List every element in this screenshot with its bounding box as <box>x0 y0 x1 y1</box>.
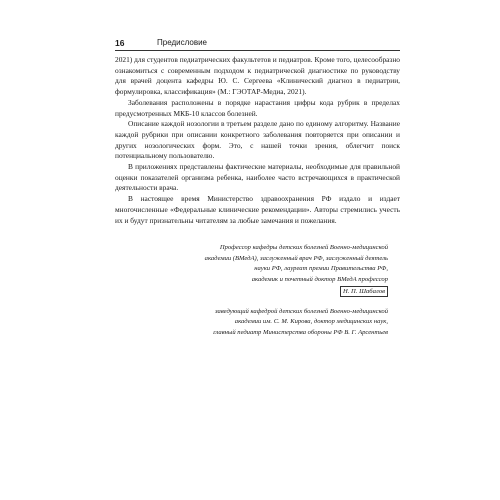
body-text <box>115 55 400 226</box>
signature-line: главный педиатр Министерства обороны РФ В. Г. Арсентьев <box>212 328 388 336</box>
paragraph-5: В настоящее время Министерство здравоохранения РФ издало и издает многочисленные «Федеральные клинические рекомендации». Авторы стремились учесть их и будут признательны читателям за любые замечания и пожелания. <box>115 194 400 225</box>
signature-line: академии им. С. М. Кирова, доктор медицинских наук, <box>234 318 388 326</box>
framed-name: Н. П. Шабалов <box>340 286 388 297</box>
running-title: Предисловие <box>157 38 207 47</box>
signature-line: академик и почетный доктор ВМедА профессор <box>251 276 388 284</box>
paragraph-2: Заболевания расположены в порядке нарастания цифры кода рубрик в пределах предусмотренных МКБ-10 классов болезней. <box>115 97 400 118</box>
signature-line: Профессор кафедры детских болезней Военно-медицинской <box>219 244 388 251</box>
signature-name-line <box>140 286 388 298</box>
paragraph-3: Описание каждой нозологии в третьем разделе дано по единому алгоритму. Название каждой рубрики при описании конкретного заболевания повторяется при описании и других нозологических форм. Это, с нашей точки зрения, облегчит поиск потенциальному пользователю. <box>115 119 400 161</box>
signature-line: науки РФ, лауреат премии Правительства РФ, <box>254 265 388 273</box>
header-rule <box>115 50 400 51</box>
signature-shabalov <box>140 243 388 298</box>
signature-line: академии (ВМедА), заслуженный врач РФ, заслуженный деятель <box>204 254 388 262</box>
paragraph-1: 2021) для студентов педиатрических факультетов и педиатров. Кроме того, целесообразно ознакомиться с современным подходом к педиатрической диагностике по руководству для врачей доцента кафедры Ю. С. Сергеева «Клинический диагноз в педиатрии, формулировка, классификация» (М.: ГЭОТАР-Медиа, 2021). <box>115 55 400 97</box>
paragraph-4: В приложениях представлены фактические материалы, необходимые для правильной оценки показателей организма ребенка, наиболее часто встречающихся в практической деятельности врача. <box>115 162 400 193</box>
signatures <box>140 243 388 339</box>
signature-arsentyev <box>140 307 388 339</box>
signature-line: заведующий кафедрой детских болезней Военно-медицинской <box>214 307 388 315</box>
page-number: 16 <box>115 38 125 48</box>
